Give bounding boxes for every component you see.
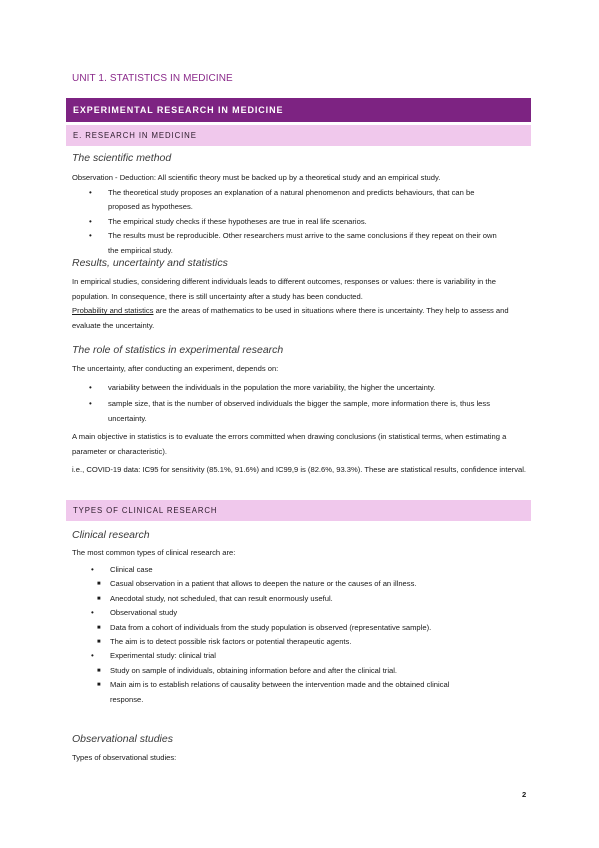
results-paragraph: In empirical studies, considering different individuals leads to different outcomes, responses or values: there is variability in the population. In consequence, there is still uncertainty after a study has been conducted. Probability and statistics are the areas of mathematics to be used in situations where there is uncertainty. They help to assess and evaluate the uncertainty.: [72, 277, 509, 330]
bullet-dot: •: [91, 608, 94, 618]
square-bullet: ■: [97, 639, 101, 646]
section-band-experimental-research: EXPERIMENTAL RESEARCH IN MEDICINE: [66, 98, 531, 122]
list-item: • variability between the individuals in the population the more variability, the higher the uncertainty.: [108, 381, 528, 395]
sub-list-item: ■ Data from a cohort of individuals from the study population is observed (representative sample).: [110, 621, 470, 635]
bullet-dot: •: [89, 216, 92, 226]
clinical-intro: The most common types of clinical research are:: [72, 548, 236, 557]
clinical-types-list: [91, 563, 530, 707]
square-bullet: ■: [97, 624, 101, 631]
list-item: • sample size, that is the number of observed individuals the bigger the sample, more information there is, thus less uncertainty.: [89, 399, 490, 423]
page-number: 2: [522, 790, 527, 799]
sub-list-item: ■ The aim is to detect possible risk factors or potential therapeutic agents.: [110, 635, 470, 649]
list-item: • The theoretical study proposes an explanation of a natural phenomenon and predicts behaviours, that can be proposed as hypotheses.: [89, 188, 475, 212]
scientific-method-intro: Observation - Deduction: All scientific theory must be backed up by a theoretical study and an empirical study.: [72, 173, 441, 182]
unit-title: UNIT 1. STATISTICS IN MEDICINE: [72, 73, 233, 84]
list-item: • The results must be reproducible. Other researchers must arrive to the same conclusions if they repeat on their own the empirical study.: [89, 231, 497, 255]
square-bullet: ■: [97, 667, 101, 674]
sub-list: [97, 621, 470, 650]
scientific-method-list: [89, 186, 508, 258]
bullet-dot: •: [89, 399, 92, 409]
subsection-band-types-of-clinical-research: TYPES OF CLINICAL RESEARCH: [66, 500, 531, 521]
bullet-dot: •: [89, 231, 92, 241]
list-item: • The empirical study checks if these hypotheses are true in real life scenarios.: [108, 215, 508, 229]
role-paragraph-covid-example: i.e., COVID-19 data: IC95 for sensitivity (85.1%, 91.6%) and IC99,9 is (82.6%, 93.3%). These are statistical results, confidence interval.: [72, 465, 527, 474]
square-bullet: ■: [97, 595, 101, 602]
underlined-term: Probability and statistics: [72, 306, 154, 316]
square-bullet: ■: [97, 581, 101, 588]
observational-intro: Types of observational studies:: [72, 753, 177, 762]
sub-list: [97, 664, 470, 707]
role-paragraph-objective: A main objective in statistics is to evaluate the errors committed when drawing conclusions (in statistical terms, when estimating a parameter or characteristic).: [72, 432, 507, 456]
sub-list-item: ■ Anecdotal study, not scheduled, that can result enormously useful.: [110, 592, 470, 606]
sub-list-item: ■ Study on sample of individuals, obtaining information before and after the clinical trial.: [110, 664, 470, 678]
sub-list-item: ■ Casual observation in a patient that allows to deepen the nature or the causes of an illness.: [110, 577, 470, 591]
bullet-dot: •: [91, 565, 94, 574]
heading-results-uncertainty: Results, uncertainty and statistics: [72, 257, 228, 269]
list-item-observational-study: • Observational study ■ Data from a cohort of individuals from the study population is observed (representative sample). ■ The aim is to detect possible risk factors or potential therapeutic agents.: [110, 606, 530, 649]
heading-scientific-method: The scientific method: [72, 152, 172, 164]
sub-list-item: ■ Main aim is to establish relations of causality between the intervention made and the obtained clinical response.: [97, 680, 450, 704]
role-list: [89, 381, 528, 426]
list-item-clinical-case: • Clinical case ■ Casual observation in a patient that allows to deepen the nature or the causes of an illness. ■ Anecdotal study, not scheduled, that can result enormously useful.: [110, 563, 530, 606]
bullet-dot: •: [89, 383, 92, 392]
bullet-dot: •: [89, 188, 92, 197]
role-intro: The uncertainty, after conducting an experiment, depends on:: [72, 364, 279, 373]
heading-role-of-statistics: The role of statistics in experimental research: [72, 344, 284, 356]
square-bullet: ■: [97, 682, 101, 689]
heading-observational-studies: Observational studies: [72, 733, 173, 745]
sub-list: [97, 577, 470, 606]
bullet-dot: •: [91, 651, 94, 661]
heading-clinical-research: Clinical research: [72, 529, 150, 541]
subsection-band-research-in-medicine: E. RESEARCH IN MEDICINE: [66, 125, 531, 146]
list-item-clinical-trial: • Experimental study: clinical trial ■ Study on sample of individuals, obtaining information before and after the clinical trial. ■ Main aim is to establish relations of causality between the intervention made and the obtained clinical response.: [110, 649, 530, 707]
